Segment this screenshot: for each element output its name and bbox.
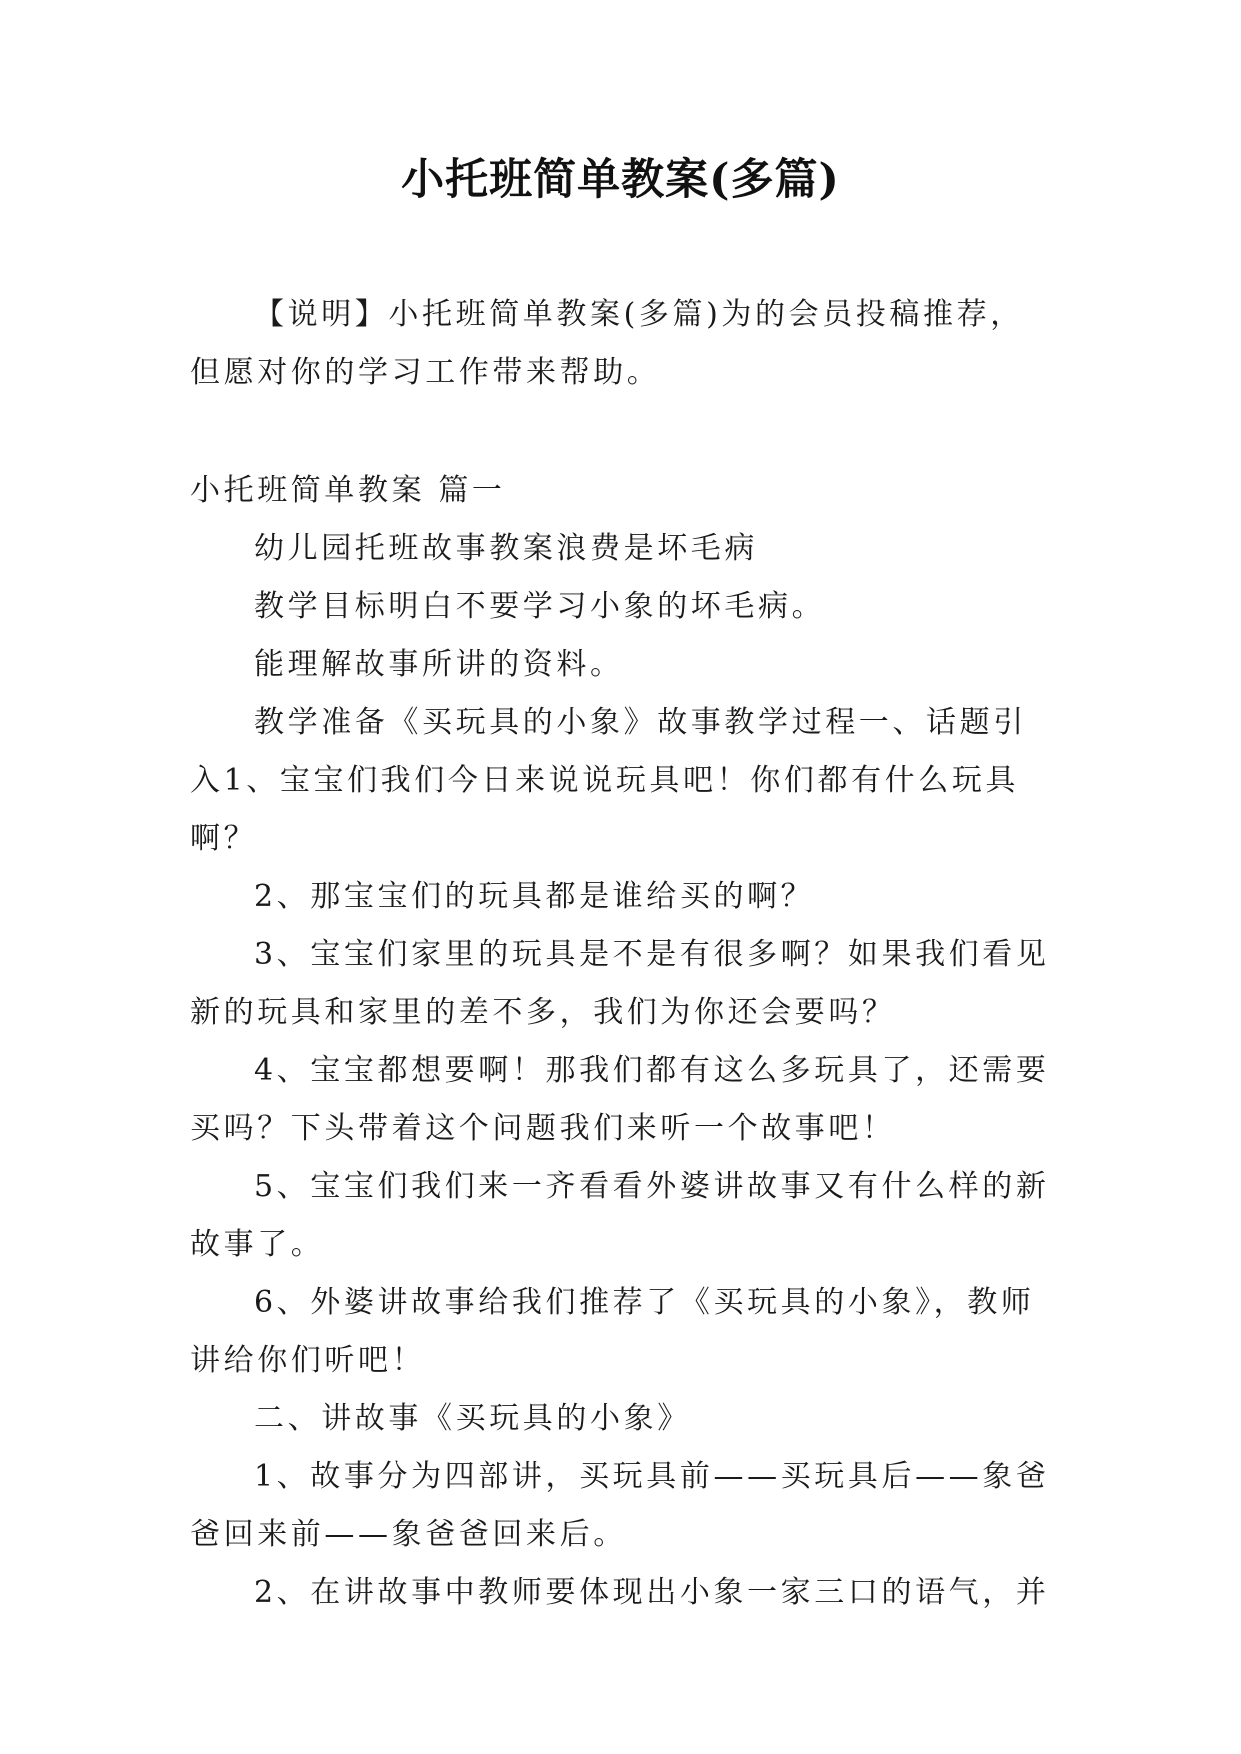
body-paragraph: 2、那宝宝们的玩具都是谁给买的啊？ (254, 879, 815, 914)
body-paragraph: 1、故事分为四部讲，买玩具前——买玩具后——象爸爸回来前——象爸爸回来后。 (190, 1459, 1050, 1552)
body-paragraph: 6、外婆讲故事给我们推荐了《买玩具的小象》，教师讲给你们听吧！ (190, 1285, 1035, 1378)
spacer (190, 402, 1050, 462)
body-paragraph: 教学目标明白不要学习小象的坏毛病。 (254, 589, 826, 624)
body-paragraph: 5、宝宝们我们来一齐看看外婆讲故事又有什么样的新故事了。 (190, 1169, 1050, 1262)
body-paragraph: 3、宝宝们家里的玩具是不是有很多啊？如果我们看见新的玩具和家里的差不多，我们为你还会要吗？ (190, 937, 1050, 1030)
section-heading: 小托班简单教案 篇一 (190, 473, 506, 508)
intro-paragraph: 【说明】小托班简单教案(多篇)为的会员投稿推荐，但愿对你的学习工作带来帮助。 (190, 297, 1024, 390)
body-paragraph: 能理解故事所讲的资料。 (254, 647, 624, 682)
document-body (190, 286, 1050, 1622)
body-paragraph: 4、宝宝都想要啊！那我们都有这么多玩具了，还需要买吗？下头带着这个问题我们来听一个故事吧！ (190, 1053, 1050, 1146)
body-paragraph: 教学准备《买玩具的小象》故事教学过程一、话题引入1、宝宝们我们今日来说说玩具吧！你们都有什么玩具啊？ (190, 705, 1027, 856)
document-title: 小托班简单教案(多篇) (401, 155, 840, 205)
body-paragraph: 二、讲故事《买玩具的小象》 (254, 1401, 691, 1436)
body-paragraph: 幼儿园托班故事教案浪费是坏毛病 (254, 531, 758, 566)
body-paragraph: 2、在讲故事中教师要体现出小象一家三口的语气，并 (254, 1575, 1050, 1610)
